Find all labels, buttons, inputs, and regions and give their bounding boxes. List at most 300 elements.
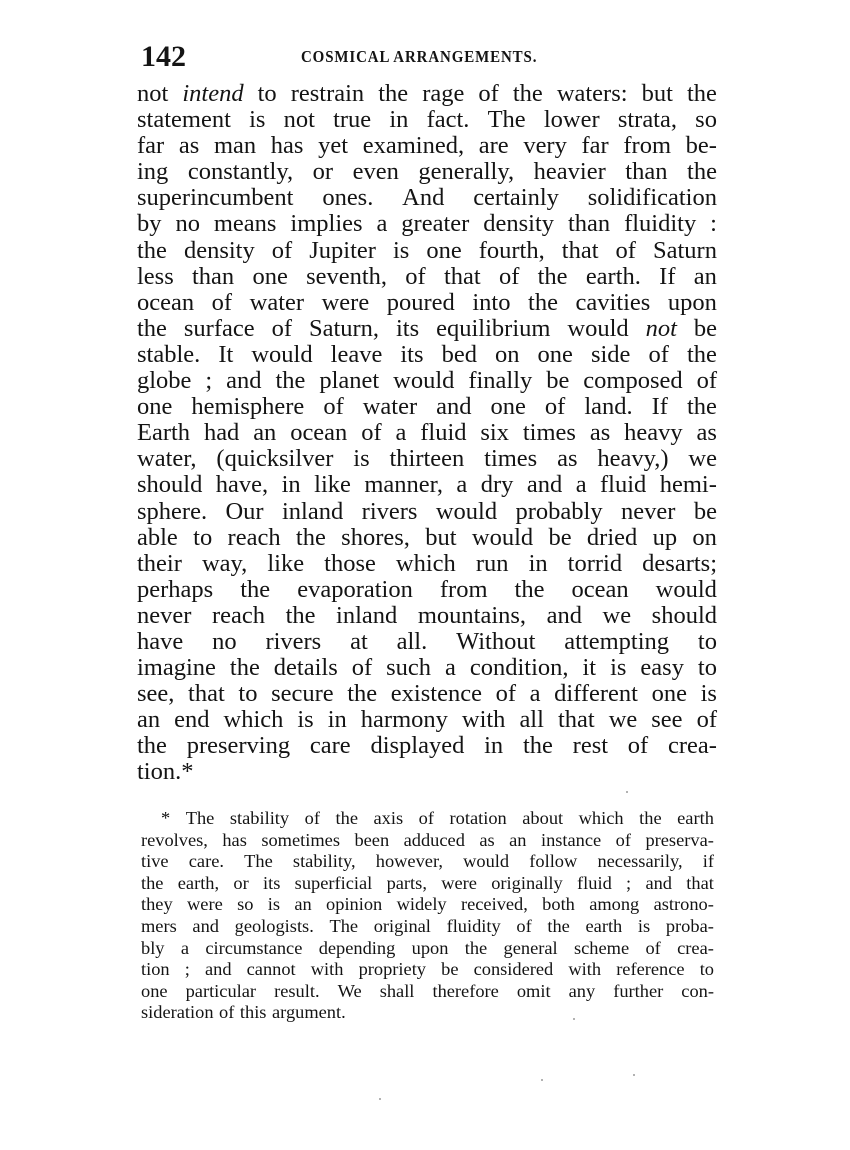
word: water [249,288,305,316]
word: should [137,471,203,499]
word: is [353,445,370,473]
word: than [192,262,235,290]
word: no [175,210,200,238]
word: of [351,654,373,682]
word: as [696,419,717,447]
text-line [137,81,717,107]
word: the [686,393,717,421]
word: is [610,654,627,682]
word: on [495,340,520,368]
word: care [309,732,351,760]
paper-speck [541,1079,543,1081]
footnote-line [141,808,714,830]
word: greater [401,210,470,238]
word: If [659,262,676,290]
word: all. [396,627,428,655]
word: ones. [322,184,374,212]
word: never [621,497,676,525]
paper-speck [633,1074,635,1076]
word: a [376,210,388,238]
word: heavy,) [597,445,669,473]
word: water, [137,445,197,473]
word: And [402,184,445,212]
word: planet [319,367,380,395]
word: Our [225,497,264,525]
word: the [347,680,378,708]
word: we [688,445,717,473]
footnote-line [141,959,714,981]
word: as [178,132,200,160]
word: fluidity [446,915,501,936]
footnote [141,808,714,1024]
text-line [137,133,717,159]
word: would [567,314,629,342]
word: of [498,262,520,290]
text-line [137,368,717,394]
footnote-line [141,981,714,1003]
text-line [137,316,717,342]
word: dried [586,523,638,551]
word: Without [456,627,536,655]
word: generally, [418,158,515,186]
word: attempting [564,627,670,655]
word: shores, [341,523,410,551]
word: tive [141,851,169,872]
word: condition, [469,654,569,682]
word: very [523,132,567,160]
word: of [405,262,426,290]
word: no [212,627,237,655]
word: stability, [292,851,356,872]
word: times [522,419,576,447]
word: sometimes [261,829,340,850]
word: * [161,808,171,828]
word: which [223,706,284,734]
word: any [568,980,596,1001]
word: inland [336,601,398,629]
word: would [463,851,510,872]
word: mers [141,915,177,936]
word: one [252,262,288,290]
word: poured [386,288,455,316]
word: that [188,680,225,708]
word: fact. [426,106,470,134]
word: has [222,829,247,850]
word: never [137,601,192,629]
word: of [418,808,434,828]
word: has [270,132,304,160]
word: leave [330,340,383,368]
word: dry [480,471,514,499]
text-line [137,551,717,577]
word: waters: [556,80,628,107]
word: its [263,872,281,893]
word: of [495,680,516,708]
word: density [183,236,255,264]
word: The [487,106,526,134]
word: of [615,236,636,264]
word: fluid [577,872,612,893]
word: crea- [677,937,714,958]
word: earth [585,915,623,936]
word: The [185,808,215,828]
word: far [137,132,165,160]
word: from [439,575,488,603]
word: Saturn, [308,314,380,342]
word: be [548,523,572,551]
word: earth, [177,872,220,893]
word: with [568,959,602,980]
word: that [686,872,714,893]
word: but [641,80,673,107]
word: stability [229,808,290,828]
word: of [615,829,631,850]
word: as [557,445,578,473]
word: the [464,937,488,958]
word: equilibrium [436,314,551,342]
word: superincumbent [137,184,294,212]
word: of [544,393,566,421]
word: reference [616,959,685,980]
word: of [211,288,233,316]
word: sphere. [137,497,208,525]
word: proba- [665,915,714,936]
word: and [546,601,582,629]
word: the [528,288,558,316]
word: implies [290,210,363,238]
word: up [652,523,678,551]
word: surface [183,314,255,342]
word: therefore [432,980,499,1001]
word: its [396,314,420,342]
word: times [484,445,538,473]
word: reach [227,523,281,551]
text-line [137,629,717,655]
word: like [314,471,351,499]
word: able [137,523,178,551]
word: one [490,393,526,421]
word: to [257,80,277,107]
word: but [425,523,457,551]
word: is [392,236,410,264]
word: means [213,210,277,238]
word: and [645,872,673,893]
word: the [537,262,568,290]
word: one [651,680,687,708]
word: would [471,523,534,551]
word: different [554,680,638,708]
word: displayed [370,732,465,760]
word: its [400,340,424,368]
word: would [251,340,313,368]
word: astrono- [653,894,714,915]
word: true [333,106,372,134]
word: and [226,367,262,395]
word: end [174,706,210,734]
word: would [393,367,455,395]
text-line [137,655,717,681]
word: be [546,367,570,395]
word: see [651,706,683,734]
word: less [137,262,174,290]
word: is [297,706,314,734]
word: not [137,80,169,107]
word: omit [516,980,551,1001]
word: particular [185,980,257,1001]
word: The [329,915,359,936]
word: of [627,732,649,760]
word: tion [141,959,170,980]
word: have, [215,471,269,499]
word: their [137,549,182,577]
word: in [281,471,301,499]
word: to [238,680,258,708]
footnote-line [141,1002,714,1024]
word: result. [274,980,320,1001]
word: as [589,419,611,447]
word: The [244,851,273,872]
word: is [249,106,266,134]
word: man [213,132,257,160]
word: been [354,829,390,850]
word: way, [201,549,248,577]
text-line [137,707,717,733]
word: like [267,549,305,577]
word: original [373,915,431,936]
word: of [361,419,382,447]
word: even [352,158,399,186]
word: torrid [567,549,623,577]
word: a [456,471,468,499]
word: the [512,80,543,107]
word: necessarily, [597,851,683,872]
word: If [651,393,668,421]
word: of [219,1002,235,1023]
word: We [337,980,362,1001]
text-line [137,759,717,785]
word: land. [584,393,633,421]
italic-word: intend [182,80,244,107]
word: stable. [137,340,201,368]
word: a [445,654,456,682]
word: were [321,288,370,316]
word: considered [473,959,554,980]
word: upon [411,937,449,958]
text-line [137,185,717,211]
word: shall [379,980,415,1001]
word: desarts; [642,549,717,577]
word: revolves, [141,829,208,850]
word: the [639,808,662,828]
text-line [137,420,717,446]
word: axis [373,808,404,828]
word: a [180,937,190,958]
word: widely [396,894,447,915]
word: the [687,158,717,186]
word: sideration [141,1002,214,1023]
word: heavy [624,419,683,447]
word: density [483,210,555,238]
word: one [426,236,462,264]
word: in [389,106,409,134]
word: in [327,706,347,734]
text-line [137,603,717,629]
word: would [435,497,498,525]
word: details [273,654,338,682]
word: geologists. [234,915,314,936]
word: ; [205,367,213,395]
word: the [275,367,306,395]
word: of [516,915,532,936]
word: one [141,980,168,1001]
word: cannot [246,959,296,980]
word: such [386,654,432,682]
word: at [350,627,368,655]
word: would [655,575,717,603]
text-line [137,472,717,498]
word: they [141,894,173,915]
word: depending [318,937,396,958]
word: ing [137,158,169,186]
word: run [475,549,509,577]
word: evaporation [297,575,413,603]
word: superficial [294,872,373,893]
main-body-text [137,81,717,786]
word: Earth [137,419,191,447]
word: instance [540,829,602,850]
word: an [509,829,527,850]
word: water [362,393,418,421]
word: on [692,523,717,551]
word: easy [640,654,684,682]
word: have [137,627,184,655]
word: among [589,894,640,915]
word: and [204,959,232,980]
word: to [699,959,714,980]
word: (quicksilver [216,445,334,473]
word: further [613,980,664,1001]
word: general [503,937,558,958]
word: be [693,314,717,342]
word: reach [211,601,266,629]
word: we [602,601,632,629]
word: earth [677,808,714,828]
word: inland [282,497,344,525]
word: an [137,706,161,734]
text-line [137,499,717,525]
word: of [323,393,344,421]
word: ocean [137,288,195,316]
word: earth. [585,262,641,290]
word: fourth, [478,236,545,264]
word: to [697,654,717,682]
text-line [137,446,717,472]
word: in [528,549,548,577]
word: is [267,894,281,915]
word: constantly, [187,158,294,186]
word: the [229,654,260,682]
word: originally [491,872,563,893]
word: existence [390,680,482,708]
word: : [710,210,717,238]
word: scheme [573,937,630,958]
word: both [542,894,575,915]
word: of [648,340,669,368]
word: opinion [326,894,383,915]
word: should [651,601,717,629]
word: ; [184,959,190,980]
word: perhaps [137,575,214,603]
word: fluidity [624,210,697,238]
word: restrain [290,80,365,107]
word: those [324,549,376,577]
word: the [522,732,553,760]
word: propriety [358,959,427,980]
word: yet [318,132,349,160]
word: that [443,262,481,290]
word: Saturn [653,236,717,264]
word: that [561,236,599,264]
word: if [702,851,714,872]
word: and [192,915,219,936]
text-line [137,525,717,551]
word: con- [681,980,714,1001]
footnote-line [141,873,714,895]
word: all [519,706,544,734]
word: were [187,894,223,915]
word: argument. [271,1002,346,1023]
word: cavities [575,288,651,316]
paper-speck [626,791,628,793]
word: this [239,1002,267,1023]
word: ocean [571,575,629,603]
word: preserva- [645,829,714,850]
word: see, [137,680,175,708]
word: upon [667,288,717,316]
word: fluid [600,471,647,499]
word: which [578,808,624,828]
word: rivers [361,497,418,525]
word: of [478,80,499,107]
word: is [637,915,651,936]
word: a [575,471,587,499]
word: It [218,340,234,368]
word: an [253,419,277,447]
text-line [137,394,717,420]
word: one [137,393,173,421]
word: than [567,210,611,238]
word: so [237,894,254,915]
word: heavier [533,158,606,186]
word: the [378,80,409,107]
word: the [686,80,717,107]
word: parts, [386,872,427,893]
word: of [304,808,320,828]
word: the [285,601,316,629]
word: ocean [290,419,348,447]
word: the [686,340,717,368]
word: manner, [364,471,443,499]
word: about [522,808,564,828]
footnote-line [141,916,714,938]
word: be [693,497,717,525]
word: Jupiter [309,236,376,264]
word: with [461,706,506,734]
word: not [283,106,315,134]
word: preserving [186,732,291,760]
footnote-line [141,938,714,960]
text-line [137,264,717,290]
